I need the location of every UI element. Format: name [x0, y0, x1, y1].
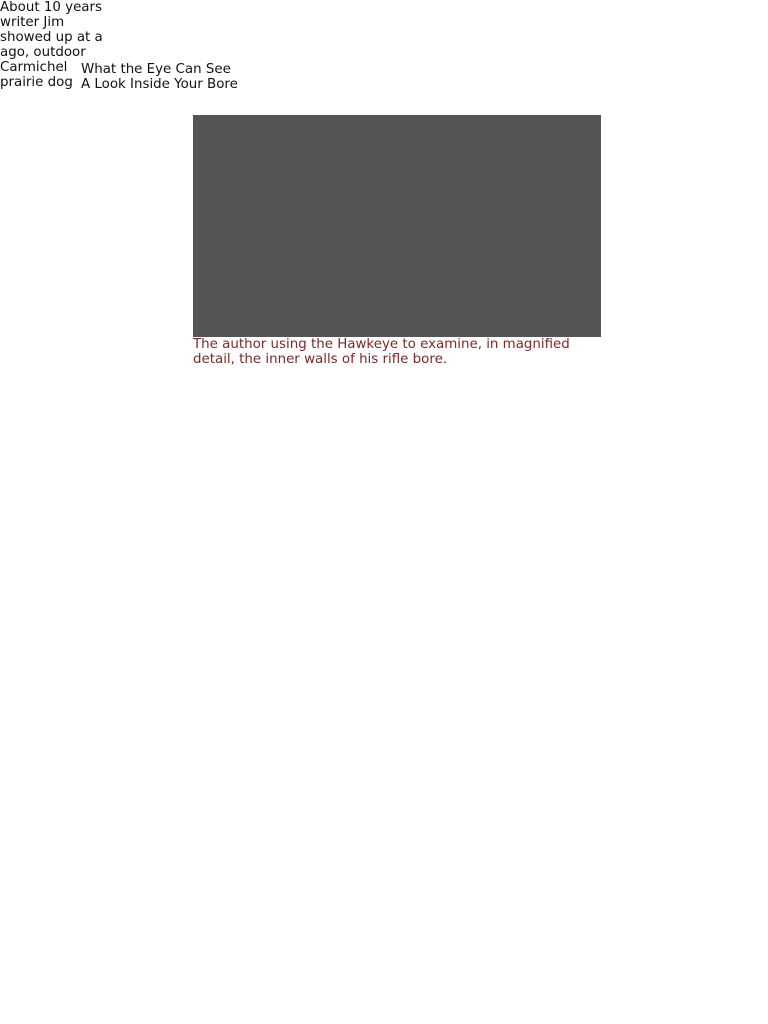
- wrap-left-line: writer Jim: [0, 15, 65, 30]
- wrap-right-line: ago, outdoor: [0, 45, 86, 60]
- photo-caption: The author using the Hawkeye to examine, in magnified detail, the inner walls of his rifle bore.: [193, 337, 570, 367]
- wrap-left-line: About 10 years: [0, 0, 102, 15]
- wrap-left-line: showed up at a: [0, 30, 103, 45]
- wrap-left-col: [0, 0, 768, 45]
- article-subtitle: A Look Inside Your Bore: [81, 77, 238, 92]
- borescope-photo: [193, 115, 601, 337]
- article-title: What the Eye Can See: [81, 62, 231, 77]
- wrap-right-line: prairie dog: [0, 75, 73, 90]
- article: [81, 62, 711, 92]
- wrap-right-line: Carmichel: [0, 60, 68, 75]
